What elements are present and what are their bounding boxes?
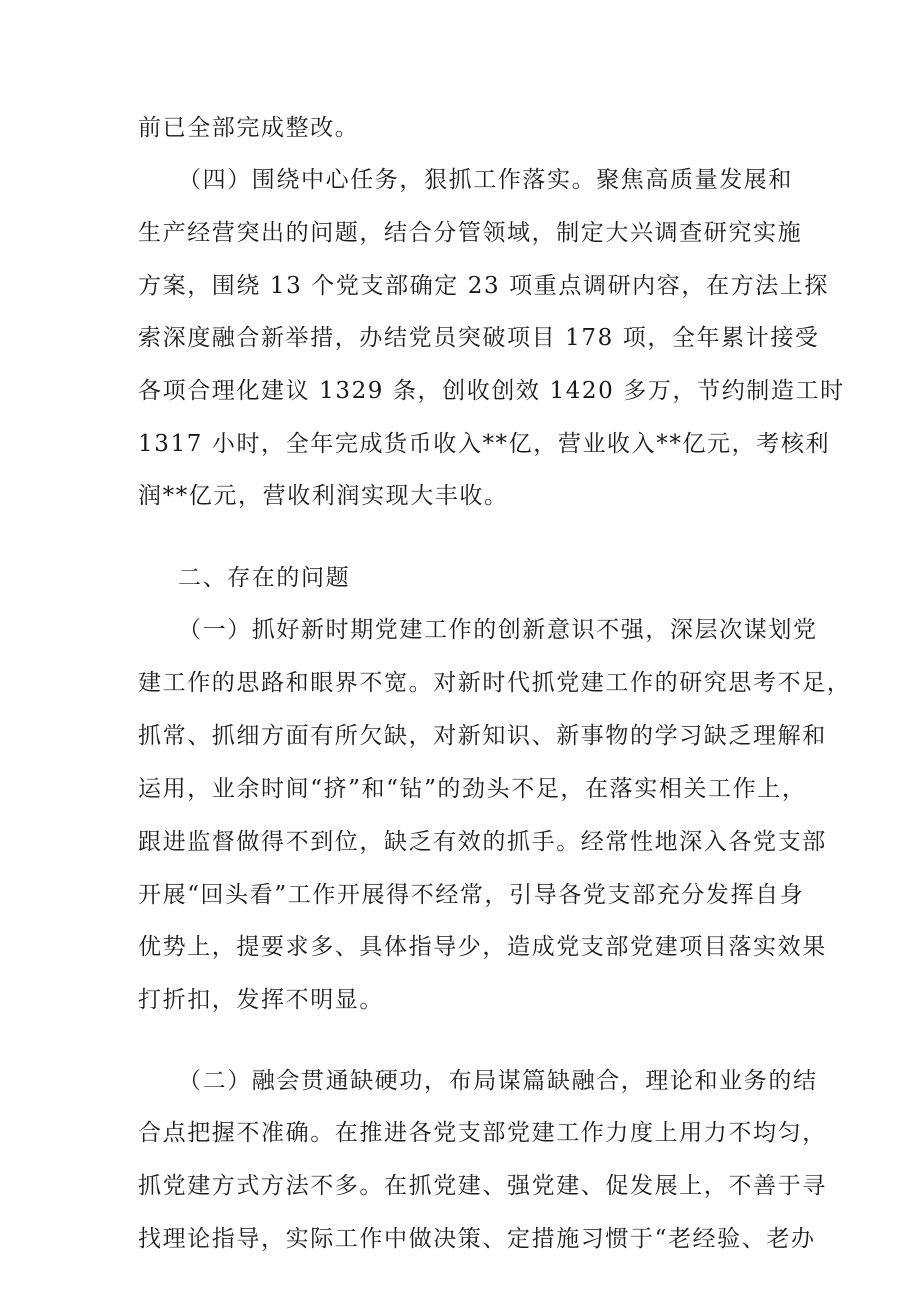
text-line: 抓党建方式方法不多。在抓党建、强党建、促发展上，不善于寻: [138, 1173, 827, 1199]
text-line: 运用，业余时间“挤”和“钻”的劲头不足，在落实相关工作上，: [138, 776, 807, 802]
text-line: 建工作的思路和眼界不宽。对新时代抓党建工作的研究思考不足，: [138, 670, 852, 696]
text-line: 方案，围绕 13 个党支部确定 23 项重点调研内容，在方法上探: [138, 273, 829, 299]
text-line: 开展“回头看”工作开展得不经常，引导各党支部充分发挥自身: [138, 882, 805, 908]
paragraph-start-line: （一）抓好新时期党建工作的创新意识不强，深层次谋划党: [178, 617, 818, 643]
text-line: 生产经营突出的问题，结合分管领域，制定大兴调查研究实施: [138, 220, 803, 246]
text-line: 1317 小时，全年完成货币收入**亿，营业收入**亿元，考核利: [138, 431, 831, 457]
text-line: 找理论指导，实际工作中做决策、定措施习惯于“老经验、老办: [138, 1226, 816, 1252]
text-line: 润**亿元，营收利润实现大丰收。: [138, 483, 509, 509]
text-line: 抓常、抓细方面有所欠缺，对新知识、新事物的学习缺乏理解和: [138, 723, 827, 749]
text-line: 前已全部完成整改。: [138, 115, 360, 141]
text-line: 合点把握不准确。在推进各党支部党建工作力度上用力不均匀，: [138, 1120, 827, 1146]
text-line: 跟进监督做得不到位，缺乏有效的抓手。经常性地深入各党支部: [138, 829, 827, 855]
text-line: 优势上，提要求多、具体指导少，造成党支部党建项目落实效果: [138, 934, 827, 960]
text-line: 索深度融合新举措，办结党员突破项目 178 项，全年累计接受: [138, 325, 820, 351]
text-line: 打折扣，发挥不明显。: [138, 987, 384, 1013]
paragraph-start-line: （二）融会贯通缺硬功，布局谋篇缺融合，理论和业务的结: [178, 1068, 818, 1094]
paragraph-start-line: （四）围绕中心任务，狠抓工作落实。聚焦高质量发展和: [178, 167, 793, 193]
text-line: 各项合理化建议 1329 条，创收创效 1420 多万，节约制造工时: [138, 378, 845, 404]
section-heading: 二、存在的问题: [178, 565, 351, 591]
